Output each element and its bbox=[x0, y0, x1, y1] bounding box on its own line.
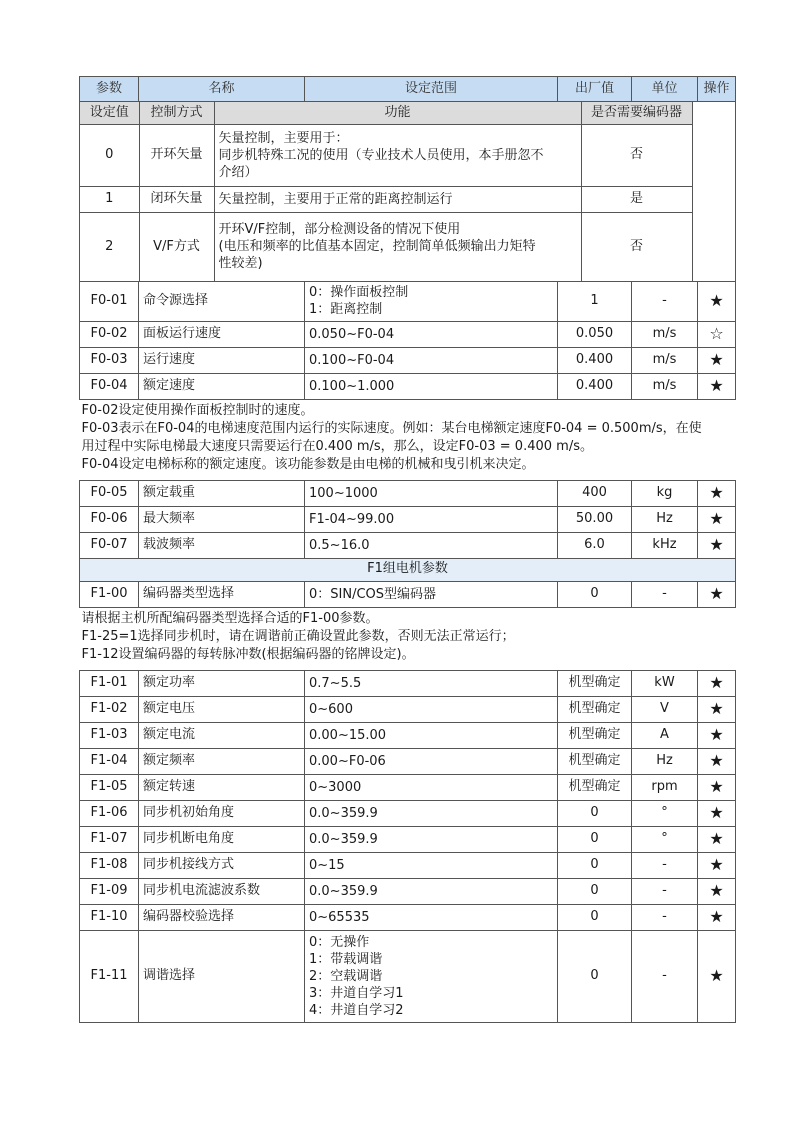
param-range-line: 0.00~15.00 bbox=[309, 727, 387, 743]
param-name: 载波频率 bbox=[139, 532, 305, 558]
table-row bbox=[80, 670, 736, 696]
note-line: F1-25=1选择同步机时，请在调谐前正确设置此参数，否则无法正常运行； bbox=[81, 628, 515, 644]
param-unit: kHz bbox=[632, 532, 698, 558]
param-unit: - bbox=[632, 281, 698, 321]
header-unit: 单位 bbox=[632, 77, 698, 102]
param-range-line: 0.7~5.5 bbox=[309, 675, 362, 691]
note-f0-speeds bbox=[80, 399, 736, 480]
param-default: 机型确定 bbox=[558, 748, 632, 774]
mode-row bbox=[80, 213, 692, 281]
param-range-line: 0.0~359.9 bbox=[309, 883, 378, 899]
param-range bbox=[305, 506, 558, 532]
param-range-line: 0：无操作 bbox=[309, 934, 370, 950]
param-unit: m/s bbox=[632, 321, 698, 347]
param-range bbox=[305, 321, 558, 347]
header-default: 出厂值 bbox=[558, 77, 632, 102]
param-name: 额定功率 bbox=[139, 670, 305, 696]
param-range bbox=[305, 774, 558, 800]
param-range-line: 0：SIN/COS型编码器 bbox=[309, 586, 437, 602]
table-row bbox=[80, 506, 736, 532]
param-code: F0-05 bbox=[80, 480, 139, 506]
param-code: F1-04 bbox=[80, 748, 139, 774]
note-line: F0-02设定使用操作面板控制时的速度。 bbox=[81, 402, 314, 418]
filled-star-icon: ★ bbox=[698, 670, 736, 696]
param-range-line: 0.0~359.9 bbox=[309, 831, 378, 847]
param-default: 1 bbox=[558, 281, 632, 321]
mode-function-line: 矢量控制，主要用于正常的距离控制运行 bbox=[218, 192, 453, 207]
param-code: F1-02 bbox=[80, 696, 139, 722]
mode-table-right-margin bbox=[693, 102, 736, 281]
param-range-line: 4：井道自学习2 bbox=[309, 1002, 404, 1018]
filled-star-icon: ★ bbox=[698, 722, 736, 748]
param-code: F1-10 bbox=[80, 904, 139, 930]
parameter-document bbox=[79, 76, 735, 1023]
param-default: 0.400 bbox=[558, 373, 632, 399]
param-range-line: 3：井道自学习1 bbox=[309, 985, 404, 1001]
param-default: 0 bbox=[558, 826, 632, 852]
param-unit: - bbox=[632, 878, 698, 904]
param-default: 400 bbox=[558, 480, 632, 506]
mode-table-row bbox=[80, 102, 736, 282]
header-op: 操作 bbox=[698, 77, 736, 102]
filled-star-icon: ★ bbox=[698, 373, 736, 399]
table-row bbox=[80, 800, 736, 826]
mode-value: 0 bbox=[80, 125, 139, 187]
mode-value: 2 bbox=[80, 213, 139, 281]
param-name: 运行速度 bbox=[139, 347, 305, 373]
param-range bbox=[305, 878, 558, 904]
param-name: 面板运行速度 bbox=[139, 321, 305, 347]
mode-header-mode: 控制方式 bbox=[139, 102, 214, 125]
param-code: F1-11 bbox=[80, 930, 139, 1022]
header-range: 设定范围 bbox=[305, 77, 558, 102]
table-row bbox=[80, 581, 736, 607]
param-name: 额定电压 bbox=[139, 696, 305, 722]
param-default: 机型确定 bbox=[558, 722, 632, 748]
param-code: F1-06 bbox=[80, 800, 139, 826]
header-param: 参数 bbox=[80, 77, 139, 102]
param-range-line: 0.100~1.000 bbox=[309, 378, 395, 394]
table-row bbox=[80, 321, 736, 347]
param-name: 命令源选择 bbox=[139, 281, 305, 321]
note-line: F1-12设置编码器的每转脉冲数(根据编码器的铭牌设定)。 bbox=[81, 646, 415, 662]
note-line: 用过程中实际电梯最大速度只需要运行在0.400 m/s，那么，设定F0-03 = 0.400 m/s。 bbox=[81, 438, 593, 454]
param-unit: - bbox=[632, 930, 698, 1022]
param-unit: - bbox=[632, 904, 698, 930]
param-name: 编码器校验选择 bbox=[139, 904, 305, 930]
param-code: F1-01 bbox=[80, 670, 139, 696]
param-range-line: 0~600 bbox=[309, 701, 353, 717]
param-range-line: 0.050~F0-04 bbox=[309, 326, 395, 342]
param-code: F0-06 bbox=[80, 506, 139, 532]
note-line: F0-03表示在F0-04的电梯速度范围内运行的实际速度。例如：某台电梯额定速度F0-04 = 0.500m/s，在使 bbox=[81, 420, 702, 436]
section-header-f1 bbox=[80, 558, 736, 581]
mode-header-encoder: 是否需要编码器 bbox=[581, 102, 692, 125]
table-header-row bbox=[80, 77, 736, 102]
mode-function-line: 开环V/F控制，部分检测设备的情况下使用 bbox=[218, 222, 461, 238]
param-unit: kW bbox=[632, 670, 698, 696]
filled-star-icon: ★ bbox=[698, 532, 736, 558]
param-name: 编码器类型选择 bbox=[139, 581, 305, 607]
param-unit: V bbox=[632, 696, 698, 722]
table-row bbox=[80, 373, 736, 399]
param-range bbox=[305, 281, 558, 321]
mode-function-line: 性较差) bbox=[218, 256, 263, 272]
table-row bbox=[80, 722, 736, 748]
mode-name: 闭环矢量 bbox=[139, 187, 214, 213]
param-code: F1-05 bbox=[80, 774, 139, 800]
param-range bbox=[305, 826, 558, 852]
param-default: 机型确定 bbox=[558, 696, 632, 722]
filled-star-icon: ★ bbox=[698, 826, 736, 852]
table-row bbox=[80, 930, 736, 1022]
param-range bbox=[305, 748, 558, 774]
param-default: 0 bbox=[558, 800, 632, 826]
param-unit: kg bbox=[632, 480, 698, 506]
table-row bbox=[80, 347, 736, 373]
mode-function bbox=[214, 187, 581, 213]
param-name: 同步机接线方式 bbox=[139, 852, 305, 878]
table-row bbox=[80, 532, 736, 558]
param-range bbox=[305, 581, 558, 607]
param-unit: m/s bbox=[632, 373, 698, 399]
mode-encoder: 否 bbox=[581, 125, 692, 187]
param-range bbox=[305, 800, 558, 826]
param-range-line: 0.0~359.9 bbox=[309, 805, 378, 821]
param-default: 0 bbox=[558, 930, 632, 1022]
filled-star-icon: ★ bbox=[698, 930, 736, 1022]
param-range-line: 0.5~16.0 bbox=[309, 537, 370, 553]
filled-star-icon: ★ bbox=[698, 347, 736, 373]
param-range-line: 0~15 bbox=[309, 857, 345, 873]
param-range-line: 0.00~F0-06 bbox=[309, 753, 386, 769]
param-range bbox=[305, 696, 558, 722]
param-range-line: 0~65535 bbox=[309, 909, 370, 925]
param-range-line: 0~3000 bbox=[309, 779, 362, 795]
param-default: 0.050 bbox=[558, 321, 632, 347]
param-range bbox=[305, 904, 558, 930]
param-unit: Hz bbox=[632, 506, 698, 532]
table-row bbox=[80, 852, 736, 878]
param-code: F1-00 bbox=[80, 581, 139, 607]
table-row bbox=[80, 696, 736, 722]
mode-function bbox=[214, 125, 581, 187]
param-range-line: F1-04~99.00 bbox=[309, 511, 395, 527]
param-default: 0 bbox=[558, 852, 632, 878]
param-name: 额定电流 bbox=[139, 722, 305, 748]
param-range bbox=[305, 373, 558, 399]
hollow-star-icon: ☆ bbox=[698, 321, 736, 347]
param-name: 同步机初始角度 bbox=[139, 800, 305, 826]
param-default: 0 bbox=[558, 581, 632, 607]
note-line: 请根据主机所配编码器类型选择合适的F1-00参数。 bbox=[81, 610, 379, 626]
param-unit: - bbox=[632, 581, 698, 607]
table-row bbox=[80, 774, 736, 800]
mode-function-line: 介绍） bbox=[218, 165, 258, 180]
param-code: F1-08 bbox=[80, 852, 139, 878]
param-range bbox=[305, 347, 558, 373]
param-default: 0.400 bbox=[558, 347, 632, 373]
param-default: 机型确定 bbox=[558, 670, 632, 696]
param-unit: - bbox=[632, 852, 698, 878]
filled-star-icon: ★ bbox=[698, 281, 736, 321]
param-default: 0 bbox=[558, 878, 632, 904]
section-title: F1组电机参数 bbox=[80, 558, 736, 581]
param-range-line: 0.100~F0-04 bbox=[309, 352, 395, 368]
parameter-table bbox=[79, 76, 736, 1023]
mode-name: 开环矢量 bbox=[139, 125, 214, 187]
filled-star-icon: ★ bbox=[698, 480, 736, 506]
param-name: 额定载重 bbox=[139, 480, 305, 506]
param-unit: A bbox=[632, 722, 698, 748]
param-code: F0-04 bbox=[80, 373, 139, 399]
mode-function bbox=[214, 213, 581, 281]
param-range-line: 100~1000 bbox=[309, 485, 378, 501]
mode-row bbox=[80, 125, 692, 187]
param-unit: ° bbox=[632, 800, 698, 826]
param-range bbox=[305, 722, 558, 748]
header-name: 名称 bbox=[139, 77, 305, 102]
param-range bbox=[305, 532, 558, 558]
filled-star-icon: ★ bbox=[698, 800, 736, 826]
table-row bbox=[80, 281, 736, 321]
param-unit: rpm bbox=[632, 774, 698, 800]
param-name: 额定转速 bbox=[139, 774, 305, 800]
param-range-line: 2：空载调谐 bbox=[309, 968, 383, 984]
param-unit: m/s bbox=[632, 347, 698, 373]
filled-star-icon: ★ bbox=[698, 904, 736, 930]
param-code: F1-07 bbox=[80, 826, 139, 852]
filled-star-icon: ★ bbox=[698, 696, 736, 722]
filled-star-icon: ★ bbox=[698, 774, 736, 800]
param-default: 50.00 bbox=[558, 506, 632, 532]
param-code: F1-03 bbox=[80, 722, 139, 748]
param-name: 调谐选择 bbox=[139, 930, 305, 1022]
param-range bbox=[305, 670, 558, 696]
param-name: 额定速度 bbox=[139, 373, 305, 399]
param-range-line: 1：距离控制 bbox=[309, 302, 383, 317]
control-mode-table bbox=[80, 102, 693, 281]
param-default: 机型确定 bbox=[558, 774, 632, 800]
filled-star-icon: ★ bbox=[698, 581, 736, 607]
filled-star-icon: ★ bbox=[698, 506, 736, 532]
param-range bbox=[305, 930, 558, 1022]
mode-name: V/F方式 bbox=[139, 213, 214, 281]
param-code: F0-01 bbox=[80, 281, 139, 321]
note-encoder bbox=[80, 607, 736, 670]
mode-encoder: 否 bbox=[581, 213, 692, 281]
mode-value: 1 bbox=[80, 187, 139, 213]
param-code: F0-03 bbox=[80, 347, 139, 373]
filled-star-icon: ★ bbox=[698, 878, 736, 904]
param-unit: ° bbox=[632, 826, 698, 852]
table-row bbox=[80, 826, 736, 852]
param-code: F1-09 bbox=[80, 878, 139, 904]
table-row bbox=[80, 480, 736, 506]
param-name: 同步机断电角度 bbox=[139, 826, 305, 852]
param-name: 同步机电流滤波系数 bbox=[139, 878, 305, 904]
filled-star-icon: ★ bbox=[698, 748, 736, 774]
param-code: F0-02 bbox=[80, 321, 139, 347]
param-range bbox=[305, 852, 558, 878]
param-range-line: 0：操作面板控制 bbox=[309, 285, 409, 300]
param-range bbox=[305, 480, 558, 506]
param-code: F0-07 bbox=[80, 532, 139, 558]
mode-function-line: (电压和频率的比值基本固定，控制简单低频输出力矩特 bbox=[218, 239, 536, 255]
table-row bbox=[80, 748, 736, 774]
param-default: 0 bbox=[558, 904, 632, 930]
note-line: F0-04设定电梯标称的额定速度。该功能参数是由电梯的机械和曳引机来决定。 bbox=[81, 456, 535, 472]
table-row bbox=[80, 904, 736, 930]
filled-star-icon: ★ bbox=[698, 852, 736, 878]
mode-function-line: 同步机特殊工况的使用（专业技术人员使用，本手册忽不 bbox=[218, 148, 544, 163]
mode-header-function: 功能 bbox=[214, 102, 581, 125]
param-unit: Hz bbox=[632, 748, 698, 774]
mode-row bbox=[80, 187, 692, 213]
param-name: 额定频率 bbox=[139, 748, 305, 774]
mode-header-value: 设定值 bbox=[80, 102, 139, 125]
table-row bbox=[80, 878, 736, 904]
param-name: 最大频率 bbox=[139, 506, 305, 532]
param-default: 6.0 bbox=[558, 532, 632, 558]
param-range-line: 1：带载调谐 bbox=[309, 951, 383, 967]
mode-function-line: 矢量控制，主要用于： bbox=[218, 131, 349, 146]
mode-header-row bbox=[80, 102, 692, 125]
mode-encoder: 是 bbox=[581, 187, 692, 213]
